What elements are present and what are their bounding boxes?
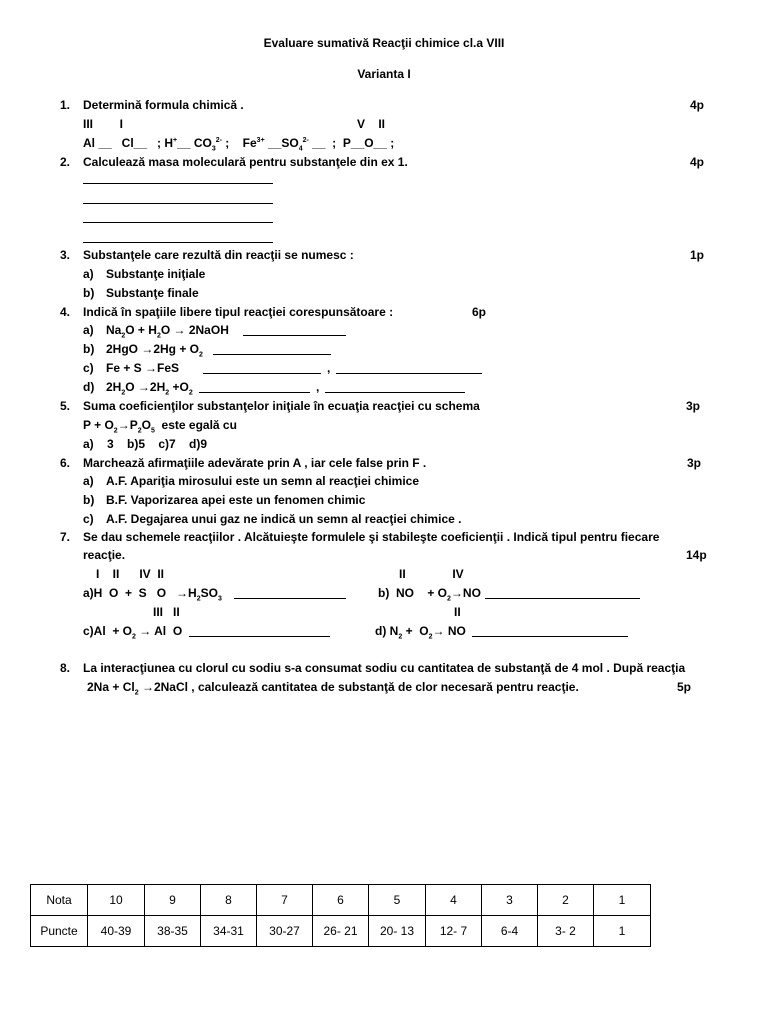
q1-valences-right: V II xyxy=(357,117,386,131)
q4-d-equation: $2H_2O \to 2H_2 +O_2$ xyxy=(106,380,193,397)
grade-row xyxy=(31,885,651,916)
grade-cell: 6 xyxy=(313,885,369,916)
q5-text: Suma coeficienţilor substanţelor iniţiale în ecuaţia reacţiei cu schema xyxy=(83,399,480,413)
q7-points: 14p xyxy=(686,548,707,562)
q7-text: Se dau schemele reacţiilor . Alcătuieşte formulele şi stabileşte coeficienţii . Indică tipul pentru fiecare xyxy=(83,530,660,544)
grade-cell: 7 xyxy=(257,885,313,916)
points-cell: 40-39 xyxy=(88,916,145,947)
points-cell: 20- 13 xyxy=(369,916,426,947)
q7-a-scheme: a)H O + S $O \to H_2SO_3$ xyxy=(83,586,222,603)
points-cell: 30-27 xyxy=(257,916,313,947)
q7-valences-a: I II IV II xyxy=(96,567,165,581)
q7-valences-b: II IV xyxy=(399,567,464,581)
points-cell: 6-4 xyxy=(482,916,538,947)
q2-text: Calculează masa moleculară pentru substanţele din ex 1. xyxy=(83,155,408,169)
q6-number: 6. xyxy=(60,456,71,470)
q7-a-answer-line[interactable] xyxy=(234,598,346,599)
q8-number: 8. xyxy=(60,661,71,675)
q5-scheme: $P + O_2\to P_2O_5$ este egală cu xyxy=(83,418,237,435)
q2-points: 4p xyxy=(690,155,705,169)
q4-c-equation: Fe + S →FeS xyxy=(106,361,180,375)
q3-text: Substanţele care rezultă din reacţii se numesc : xyxy=(83,248,354,262)
points-cell: 12- 7 xyxy=(426,916,482,947)
variant-label: Varianta I xyxy=(357,67,411,81)
q3-option-b: Substanţe finale xyxy=(106,286,199,300)
q4-a-equation: $Na_2O + H_2O$ → 2NaOH xyxy=(106,323,229,340)
q6-statement-a: A.F. Apariţia mirosului este un semn al reacţiei chimice xyxy=(106,474,419,488)
q4-c-answer-line-1[interactable] xyxy=(203,373,321,374)
q6-statement-c: A.F. Degajarea unui gaz ne indică un semn al reacţiei chimice . xyxy=(106,512,462,526)
q7-number: 7. xyxy=(60,530,71,544)
q1-number: 1. xyxy=(60,98,71,112)
q1-al-cl: Al __ Cl__ ; xyxy=(83,136,162,150)
q1-valences-left: III I xyxy=(83,117,124,131)
q7-text-cont: reacţie. xyxy=(83,548,126,562)
q6-b-letter: b) xyxy=(83,493,95,507)
q8-text-cont: $2Na + Cl_2$ →2NaCl , calculează cantitatea de substanţă de clor necesară pentru reacţie. xyxy=(87,680,579,697)
grading-table xyxy=(30,884,651,947)
q6-points: 3p xyxy=(687,456,702,470)
q4-a-answer-line[interactable] xyxy=(243,335,346,336)
q3-option-a: Substanţe iniţiale xyxy=(106,267,206,281)
q6-c-letter: c) xyxy=(83,512,94,526)
grade-row-label: Nota xyxy=(31,885,88,916)
points-row-label: Puncte xyxy=(31,916,88,947)
grade-cell: 3 xyxy=(482,885,538,916)
q4-d-answer-line-1[interactable] xyxy=(199,392,310,393)
q4-b-answer-line[interactable] xyxy=(213,354,331,355)
answer-line[interactable] xyxy=(83,242,273,243)
q5-points: 3p xyxy=(686,399,701,413)
q4-d-letter: d) xyxy=(83,380,95,394)
q4-a-letter: a) xyxy=(83,323,94,337)
q3-option-a-letter: a) xyxy=(83,267,94,281)
grade-cell: 5 xyxy=(369,885,426,916)
grade-cell: 10 xyxy=(88,885,145,916)
grade-cell: 8 xyxy=(201,885,257,916)
q1-text: Determină formula chimică . xyxy=(83,98,244,112)
q8-points: 5p xyxy=(677,680,692,694)
grade-cell: 2 xyxy=(538,885,594,916)
answer-line[interactable] xyxy=(83,203,273,204)
q4-b-letter: b) xyxy=(83,342,95,356)
q7-valences-d: II xyxy=(454,605,461,619)
points-cell: 1 xyxy=(594,916,651,947)
q6-text: Marchează afirmaţiile adevărate prin A , iar cele false prin F . xyxy=(83,456,427,470)
q7-c-answer-line[interactable] xyxy=(189,636,330,637)
points-cell: 3- 2 xyxy=(538,916,594,947)
q4-text: Indică în spaţiile libere tipul reacţiei corespunsătoare : xyxy=(83,305,394,319)
grade-cell: 4 xyxy=(426,885,482,916)
document-title: Evaluare sumativă Reacţii chimice cl.a VIII xyxy=(263,36,505,50)
points-cell: 34-31 xyxy=(201,916,257,947)
q5-options: a) 3 b)5 c)7 d)9 xyxy=(83,437,208,451)
q8-text: La interacţiunea cu clorul cu sodiu s-a consumat sodiu cu cantitatea de substanţă de 4 mol . După reacţia xyxy=(83,661,686,675)
q4-points: 6p xyxy=(472,305,487,319)
q7-b-answer-line[interactable] xyxy=(485,598,640,599)
answer-line[interactable] xyxy=(83,183,273,184)
q3-number: 3. xyxy=(60,248,71,262)
q4-number: 4. xyxy=(60,305,71,319)
q4-c-comma: , xyxy=(327,361,331,375)
q3-points: 1p xyxy=(690,248,705,262)
q4-b-equation: $2HgO \to 2Hg + O_2$ xyxy=(106,342,203,359)
q5-number: 5. xyxy=(60,399,71,413)
q4-c-letter: c) xyxy=(83,361,94,375)
q4-d-answer-line-2[interactable] xyxy=(325,392,465,393)
q4-d-comma: , xyxy=(316,380,320,394)
points-cell: 26- 21 xyxy=(313,916,369,947)
q1-points: 4p xyxy=(690,98,705,112)
q1-formulas: Al __ Cl__ ; H+__ $CO_3^{2-}$ ; $Fe^{3+}$ $\_\_SO_4^{2-}$ __ ; P__O__ ; xyxy=(83,136,395,153)
points-row xyxy=(31,916,651,947)
q7-b-scheme: b) NO + $O_2\to NO$ xyxy=(378,586,481,603)
q2-number: 2. xyxy=(60,155,71,169)
q7-d-scheme: d) $N_2 + O_2\to$ NO xyxy=(375,624,466,641)
q4-c-answer-line-2[interactable] xyxy=(336,373,482,374)
q7-d-answer-line[interactable] xyxy=(472,636,628,637)
q6-a-letter: a) xyxy=(83,474,94,488)
answer-line[interactable] xyxy=(83,222,273,223)
grade-cell: 9 xyxy=(145,885,201,916)
q7-valences-c: III II xyxy=(153,605,180,619)
q3-option-b-letter: b) xyxy=(83,286,95,300)
grade-cell: 1 xyxy=(594,885,651,916)
q7-c-scheme: $c)Al + O_2 \to Al$ O xyxy=(83,624,183,641)
q6-statement-b: B.F. Vaporizarea apei este un fenomen chimic xyxy=(106,493,366,507)
points-cell: 38-35 xyxy=(145,916,201,947)
